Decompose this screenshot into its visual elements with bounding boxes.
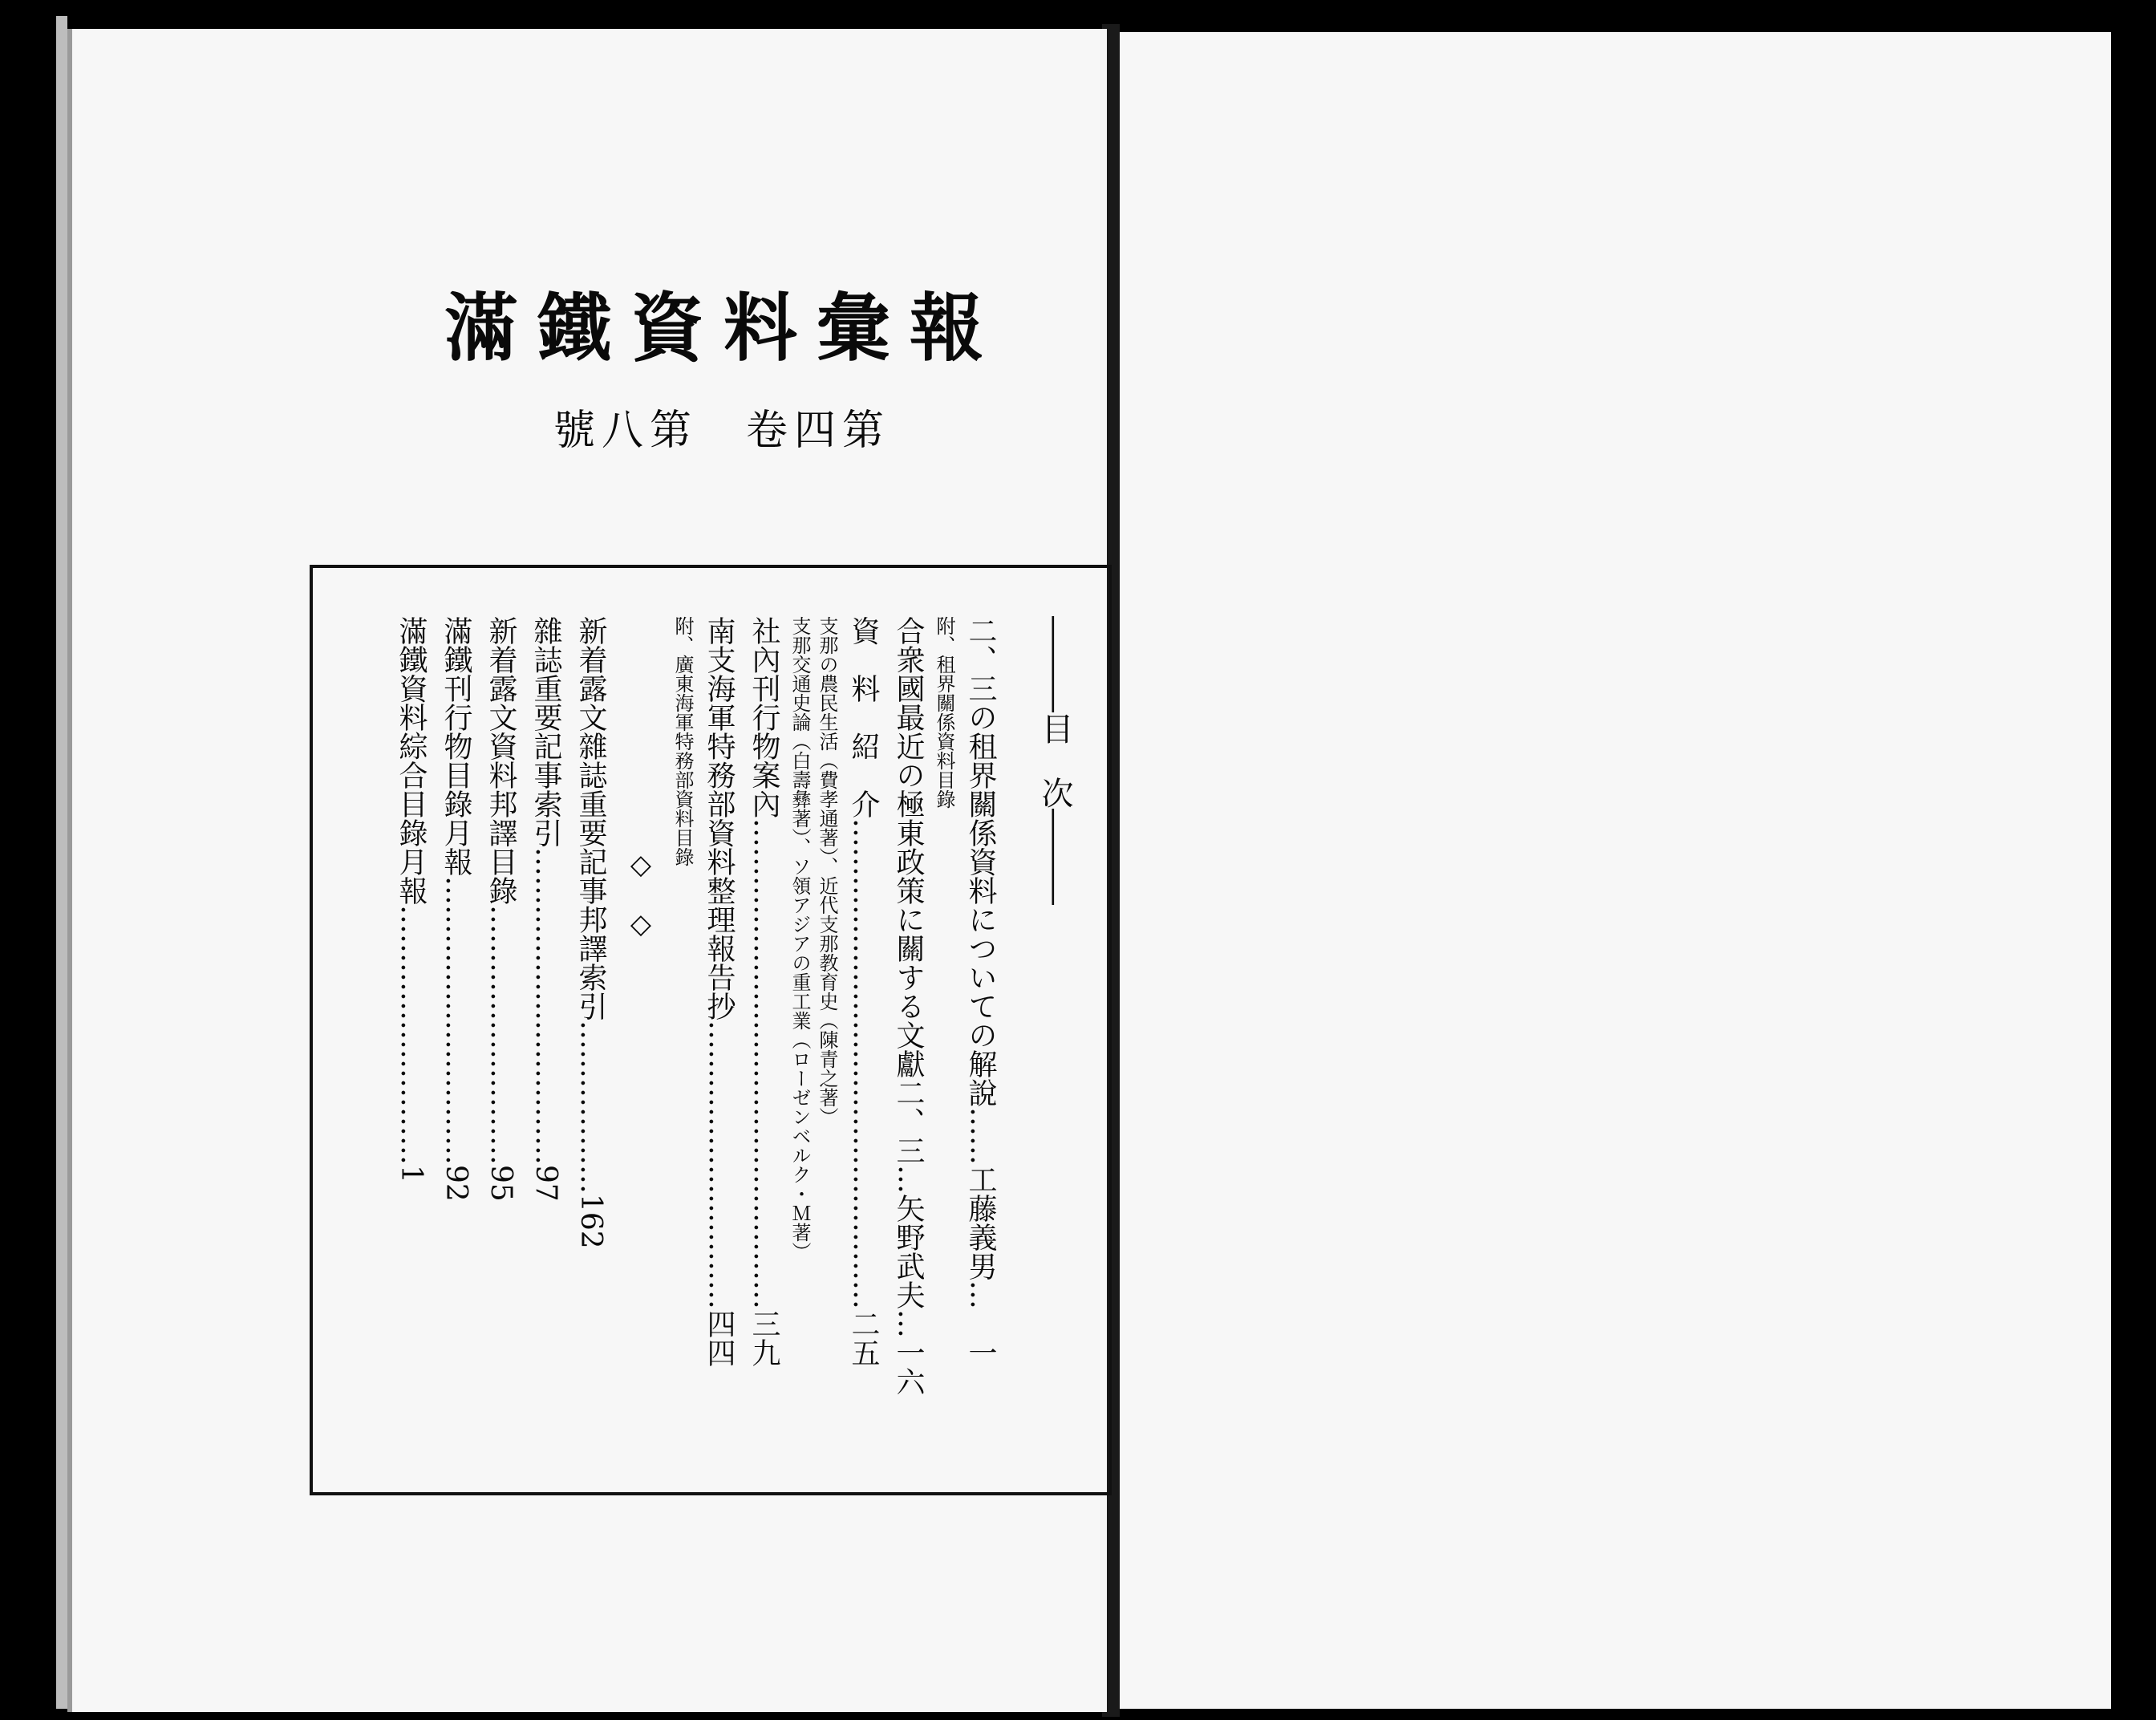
toc-entry: 滿鐵資料綜合目錄月報………………………1 <box>395 616 428 1183</box>
toc-subentry: 支那の農民生活（費孝通著）、近代支那教育史（陳青之著） <box>816 616 838 1126</box>
toc-entry: 社內刊行物案內……………………………………………三九 <box>748 616 780 1367</box>
toc-entry: 雜誌重要記事索引……………………………97 <box>529 616 562 1202</box>
toc-entry: 新着露文雜誌重要記事邦譯索引………………162 <box>574 616 607 1249</box>
toc-entry: 合衆國最近の極東政策に關する文獻二、三…矢野武夫…一六 <box>892 616 925 1396</box>
toc-divider: ◇ ◇ <box>625 849 657 940</box>
toc-subentry: 支那交通史論（白壽彝著）、ソ領アジアの重工業（ローゼンベルク・Ｍ著） <box>788 616 811 1261</box>
table-of-contents <box>310 565 1112 1495</box>
toc-subentry: 附、租界關係資料目錄 <box>933 616 955 809</box>
toc-columns <box>329 616 1099 1483</box>
toc-subentry: 附、廣東海軍特務部資料目錄 <box>671 616 694 866</box>
journal-title: 報彙料資鐵滿 <box>444 285 1003 371</box>
volume-number: 號八第 卷四第 <box>553 407 891 455</box>
left-page <box>67 29 1107 1712</box>
toc-entry: 新着露文資料邦譯目錄………………………95 <box>484 616 517 1202</box>
toc-entry: 滿鐵刊行物目錄月報…………………………92 <box>440 616 472 1202</box>
toc-heading: ―――目 次――― <box>1036 616 1073 905</box>
toc-entry: 二、三の租界關係資料についての解說……工藤義男… 一 <box>964 616 997 1367</box>
toc-entry: 南支海軍特務部資料整理報告抄…………………………四四 <box>703 616 736 1367</box>
toc-entry: 資 料 紹 介……………………………………………二五 <box>847 616 880 1367</box>
book-edge <box>56 16 67 1709</box>
right-page <box>1120 32 2111 1709</box>
